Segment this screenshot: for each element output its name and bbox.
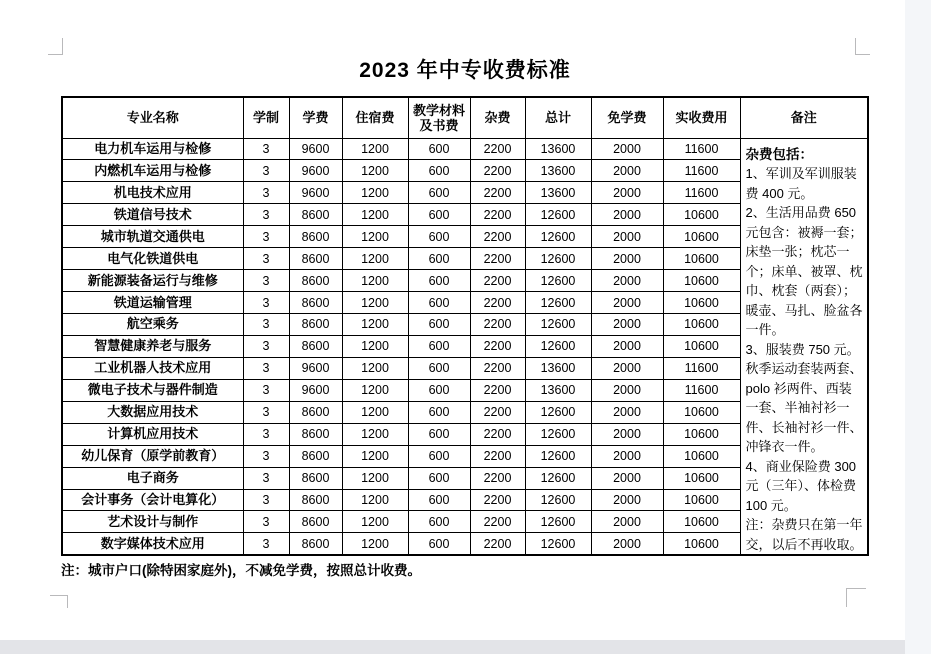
- fee-value-cell: 2200: [470, 204, 525, 226]
- fee-value-cell: 2000: [591, 248, 663, 270]
- fee-value-cell: 2200: [470, 226, 525, 248]
- col-header-years: 学制: [243, 97, 289, 138]
- fee-value-cell: 8600: [289, 248, 342, 270]
- fee-value-cell: 2200: [470, 489, 525, 511]
- major-name-cell: 电力机车运用与检修: [62, 138, 243, 160]
- fee-value-cell: 12600: [525, 335, 591, 357]
- fee-value-cell: 12600: [525, 270, 591, 292]
- fee-value-cell: 600: [408, 533, 470, 555]
- fee-value-cell: 8600: [289, 511, 342, 533]
- fee-value-cell: 11600: [663, 379, 740, 401]
- remarks-paragraph: 1、军训及军训服装费 400 元。: [745, 166, 857, 201]
- fee-value-cell: 11600: [663, 357, 740, 379]
- fee-value-cell: 2200: [470, 248, 525, 270]
- fee-value-cell: 13600: [525, 182, 591, 204]
- fee-value-cell: 3: [243, 379, 289, 401]
- fee-value-cell: 2000: [591, 138, 663, 160]
- fee-value-cell: 600: [408, 138, 470, 160]
- remarks-paragraph: 2、生活用品费 650 元包含：被褥一套；床垫一张；枕芯一个；床单、被罩、枕巾、枕套（两套）；暖壶、马扎、脸盆各一件。: [745, 205, 863, 337]
- fee-value-cell: 12600: [525, 248, 591, 270]
- fee-value-cell: 2200: [470, 182, 525, 204]
- fee-value-cell: 1200: [342, 489, 408, 511]
- fee-value-cell: 3: [243, 314, 289, 336]
- fee-value-cell: 3: [243, 533, 289, 555]
- col-header-actual: 实收费用: [663, 97, 740, 138]
- major-name-cell: 新能源装备运行与维修: [62, 270, 243, 292]
- fee-value-cell: 2200: [470, 511, 525, 533]
- fee-value-cell: 10600: [663, 445, 740, 467]
- fee-value-cell: 1200: [342, 357, 408, 379]
- col-header-accommodation: 住宿费: [342, 97, 408, 138]
- major-name-cell: 大数据应用技术: [62, 401, 243, 423]
- fee-value-cell: 2200: [470, 138, 525, 160]
- fee-value-cell: 2200: [470, 467, 525, 489]
- fee-value-cell: 10600: [663, 489, 740, 511]
- fee-value-cell: 3: [243, 182, 289, 204]
- fee-value-cell: 1200: [342, 335, 408, 357]
- page-title: 2023 年中专收费标准: [359, 59, 571, 82]
- fee-value-cell: 2000: [591, 335, 663, 357]
- fee-value-cell: 600: [408, 292, 470, 314]
- fee-value-cell: 8600: [289, 204, 342, 226]
- fee-value-cell: 8600: [289, 489, 342, 511]
- major-name-cell: 城市轨道交通供电: [62, 226, 243, 248]
- major-name-cell: 幼儿保育（原学前教育）: [62, 445, 243, 467]
- fee-table: [61, 96, 869, 556]
- fee-value-cell: 3: [243, 511, 289, 533]
- fee-value-cell: 2200: [470, 533, 525, 555]
- major-name-cell: 计算机应用技术: [62, 423, 243, 445]
- fee-value-cell: 2200: [470, 335, 525, 357]
- fee-value-cell: 2000: [591, 489, 663, 511]
- fee-value-cell: 2000: [591, 182, 663, 204]
- fee-value-cell: 600: [408, 511, 470, 533]
- major-name-cell: 电气化铁道供电: [62, 248, 243, 270]
- fee-value-cell: 13600: [525, 160, 591, 182]
- fee-value-cell: 10600: [663, 248, 740, 270]
- fee-value-cell: 600: [408, 445, 470, 467]
- remarks-paragraph: 4、商业保险费 300 元（三年）、体检费 100 元。: [745, 458, 857, 513]
- margin-mark-bottom-left: [50, 595, 68, 608]
- major-name-cell: 电子商务: [62, 467, 243, 489]
- fee-value-cell: 8600: [289, 423, 342, 445]
- fee-value-cell: 2000: [591, 314, 663, 336]
- window-edge-bottom: [0, 640, 905, 654]
- remarks-paragraph: 3、服装费 750 元。秋季运动套装两套、polo 衫两件、西装一套、半袖衬衫一件、长袖衬衫一件、冲锋衣一件。: [745, 341, 863, 454]
- fee-value-cell: 600: [408, 160, 470, 182]
- fee-value-cell: 13600: [525, 379, 591, 401]
- fee-value-cell: 8600: [289, 467, 342, 489]
- fee-value-cell: 2200: [470, 423, 525, 445]
- major-name-cell: 微电子技术与器件制造: [62, 379, 243, 401]
- fee-value-cell: 600: [408, 226, 470, 248]
- header-row: [62, 97, 868, 138]
- fee-value-cell: 8600: [289, 226, 342, 248]
- fee-value-cell: 9600: [289, 357, 342, 379]
- fee-value-cell: 10600: [663, 533, 740, 555]
- fee-value-cell: 10600: [663, 423, 740, 445]
- fee-value-cell: 2200: [470, 401, 525, 423]
- fee-value-cell: 9600: [289, 182, 342, 204]
- major-name-cell: 内燃机车运用与检修: [62, 160, 243, 182]
- fee-value-cell: 1200: [342, 445, 408, 467]
- fee-value-cell: 12600: [525, 314, 591, 336]
- fee-value-cell: 3: [243, 401, 289, 423]
- fee-value-cell: 11600: [663, 160, 740, 182]
- fee-value-cell: 1200: [342, 401, 408, 423]
- fee-value-cell: 600: [408, 182, 470, 204]
- remarks-cell: [740, 138, 868, 555]
- fee-value-cell: 2200: [470, 292, 525, 314]
- major-name-cell: 数字媒体技术应用: [62, 533, 243, 555]
- fee-value-cell: 2000: [591, 379, 663, 401]
- fee-value-cell: 3: [243, 489, 289, 511]
- fee-value-cell: 8600: [289, 533, 342, 555]
- fee-value-cell: 9600: [289, 138, 342, 160]
- fee-value-cell: 2000: [591, 270, 663, 292]
- fee-value-cell: 1200: [342, 270, 408, 292]
- fee-value-cell: 10600: [663, 335, 740, 357]
- fee-value-cell: 3: [243, 292, 289, 314]
- major-name-cell: 会计事务（会计电算化）: [62, 489, 243, 511]
- fee-value-cell: 600: [408, 423, 470, 445]
- fee-value-cell: 10600: [663, 511, 740, 533]
- fee-value-cell: 2000: [591, 467, 663, 489]
- margin-mark-top-left: [48, 38, 63, 55]
- fee-value-cell: 2200: [470, 379, 525, 401]
- col-header-remarks: 备注: [740, 97, 868, 138]
- fee-value-cell: 2200: [470, 270, 525, 292]
- fee-value-cell: 1200: [342, 511, 408, 533]
- col-header-major: 专业名称: [62, 97, 243, 138]
- fee-value-cell: 2200: [470, 160, 525, 182]
- fee-value-cell: 3: [243, 445, 289, 467]
- fee-value-cell: 8600: [289, 335, 342, 357]
- fee-value-cell: 3: [243, 335, 289, 357]
- fee-value-cell: 600: [408, 379, 470, 401]
- fee-value-cell: 3: [243, 467, 289, 489]
- fee-value-cell: 2000: [591, 401, 663, 423]
- fee-value-cell: 1200: [342, 160, 408, 182]
- fee-value-cell: 9600: [289, 379, 342, 401]
- fee-value-cell: 12600: [525, 292, 591, 314]
- fee-value-cell: 13600: [525, 357, 591, 379]
- fee-value-cell: 10600: [663, 314, 740, 336]
- fee-value-cell: 8600: [289, 445, 342, 467]
- fee-value-cell: 12600: [525, 511, 591, 533]
- fee-value-cell: 1200: [342, 314, 408, 336]
- fee-value-cell: 600: [408, 401, 470, 423]
- fee-value-cell: 12600: [525, 204, 591, 226]
- remarks-paragraph: 注：杂费只在第一年交，以后不再收取。: [745, 517, 863, 552]
- fee-value-cell: 3: [243, 160, 289, 182]
- fee-value-cell: 1200: [342, 138, 408, 160]
- fee-value-cell: 8600: [289, 401, 342, 423]
- fee-value-cell: 3: [243, 423, 289, 445]
- major-name-cell: 艺术设计与制作: [62, 511, 243, 533]
- col-header-tuition: 学费: [289, 97, 342, 138]
- col-header-misc: 杂费: [470, 97, 525, 138]
- fee-value-cell: 10600: [663, 270, 740, 292]
- fee-value-cell: 12600: [525, 401, 591, 423]
- fee-value-cell: 1200: [342, 292, 408, 314]
- footnote: 注：城市户口(除特困家庭外)，不减免学费，按照总计收费。: [61, 563, 421, 578]
- fee-value-cell: 12600: [525, 467, 591, 489]
- margin-mark-bottom-right: [846, 588, 866, 607]
- fee-value-cell: 12600: [525, 489, 591, 511]
- fee-value-cell: 2000: [591, 511, 663, 533]
- page-content: [61, 55, 869, 580]
- margin-mark-top-right: [855, 38, 870, 55]
- fee-value-cell: 12600: [525, 226, 591, 248]
- remarks-heading: 杂费包括：: [745, 146, 813, 162]
- fee-value-cell: 600: [408, 467, 470, 489]
- fee-value-cell: 9600: [289, 160, 342, 182]
- fee-value-cell: 1200: [342, 182, 408, 204]
- fee-table-body: [62, 138, 868, 555]
- fee-value-cell: 2000: [591, 204, 663, 226]
- fee-value-cell: 1200: [342, 248, 408, 270]
- fee-value-cell: 1200: [342, 423, 408, 445]
- fee-value-cell: 2000: [591, 226, 663, 248]
- col-header-materials: 教学材料及书费: [408, 97, 470, 138]
- fee-value-cell: 10600: [663, 467, 740, 489]
- fee-value-cell: 2000: [591, 160, 663, 182]
- fee-value-cell: 10600: [663, 204, 740, 226]
- fee-value-cell: 2000: [591, 445, 663, 467]
- window-edge-right: [905, 0, 931, 654]
- fee-value-cell: 1200: [342, 533, 408, 555]
- fee-value-cell: 11600: [663, 182, 740, 204]
- fee-value-cell: 12600: [525, 445, 591, 467]
- fee-value-cell: 12600: [525, 533, 591, 555]
- major-name-cell: 航空乘务: [62, 314, 243, 336]
- fee-value-cell: 2200: [470, 445, 525, 467]
- fee-value-cell: 2200: [470, 357, 525, 379]
- fee-value-cell: 2000: [591, 357, 663, 379]
- major-name-cell: 工业机器人技术应用: [62, 357, 243, 379]
- fee-value-cell: 600: [408, 314, 470, 336]
- col-header-waiver: 免学费: [591, 97, 663, 138]
- fee-value-cell: 8600: [289, 314, 342, 336]
- major-name-cell: 铁道运输管理: [62, 292, 243, 314]
- fee-value-cell: 10600: [663, 292, 740, 314]
- fee-value-cell: 1200: [342, 204, 408, 226]
- fee-value-cell: 1200: [342, 379, 408, 401]
- fee-value-cell: 3: [243, 357, 289, 379]
- fee-value-cell: 600: [408, 248, 470, 270]
- fee-value-cell: 600: [408, 357, 470, 379]
- fee-value-cell: 8600: [289, 292, 342, 314]
- major-name-cell: 铁道信号技术: [62, 204, 243, 226]
- fee-value-cell: 600: [408, 489, 470, 511]
- fee-value-cell: 2000: [591, 533, 663, 555]
- fee-value-cell: 3: [243, 270, 289, 292]
- fee-value-cell: 1200: [342, 467, 408, 489]
- col-header-total: 总计: [525, 97, 591, 138]
- fee-value-cell: 600: [408, 335, 470, 357]
- fee-value-cell: 11600: [663, 138, 740, 160]
- fee-value-cell: 3: [243, 248, 289, 270]
- fee-value-cell: 600: [408, 270, 470, 292]
- major-name-cell: 智慧健康养老与服务: [62, 335, 243, 357]
- fee-value-cell: 3: [243, 226, 289, 248]
- fee-value-cell: 2200: [470, 314, 525, 336]
- fee-value-cell: 8600: [289, 270, 342, 292]
- fee-value-cell: 1200: [342, 226, 408, 248]
- fee-value-cell: 600: [408, 204, 470, 226]
- fee-value-cell: 12600: [525, 423, 591, 445]
- fee-value-cell: 10600: [663, 401, 740, 423]
- fee-value-cell: 2000: [591, 423, 663, 445]
- fee-value-cell: 13600: [525, 138, 591, 160]
- table-row: [62, 138, 868, 160]
- fee-value-cell: 10600: [663, 226, 740, 248]
- major-name-cell: 机电技术应用: [62, 182, 243, 204]
- fee-value-cell: 3: [243, 204, 289, 226]
- fee-value-cell: 3: [243, 138, 289, 160]
- fee-value-cell: 2000: [591, 292, 663, 314]
